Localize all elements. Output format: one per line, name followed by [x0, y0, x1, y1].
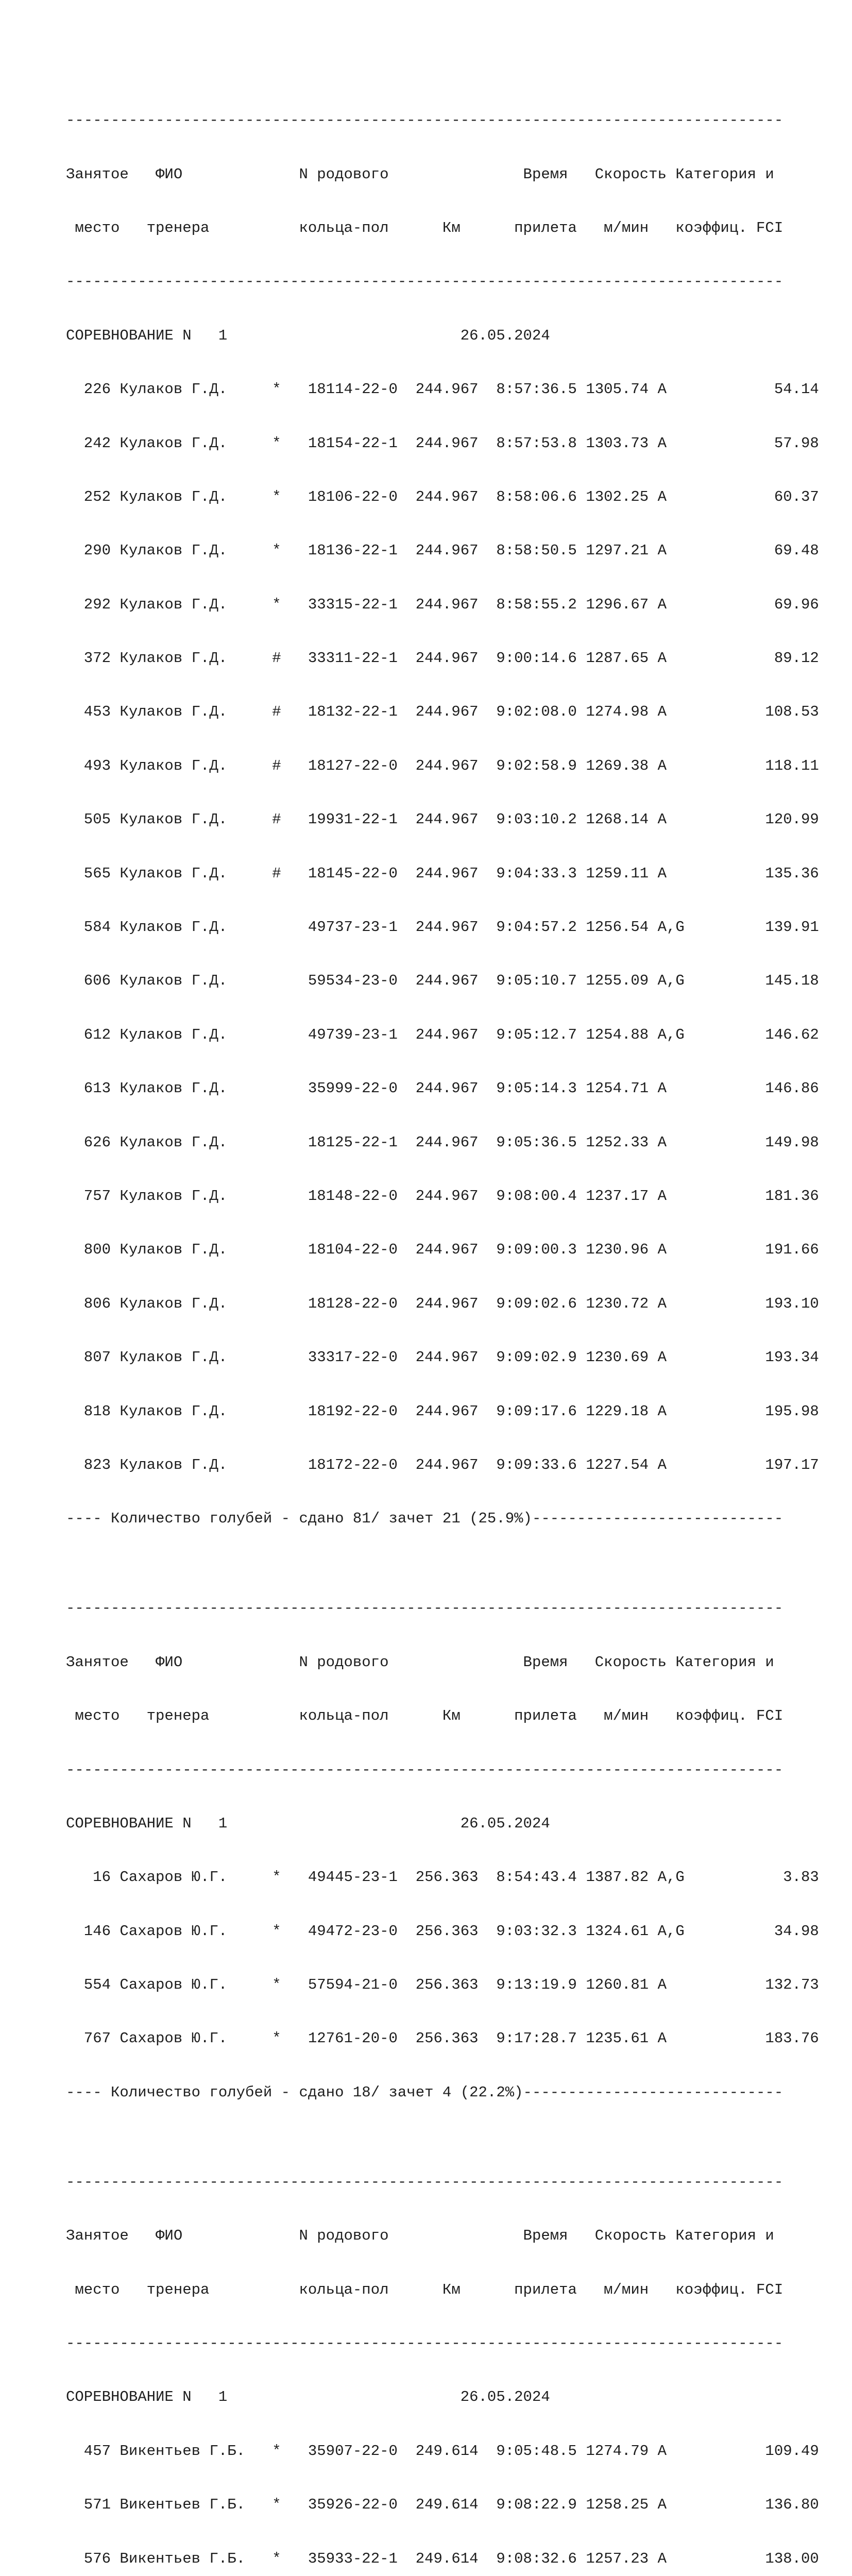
section-summary: ---- Количество голубей - сдано 81/ зачет 21 (25.9%)----------------------------	[66, 1510, 783, 1528]
rule-line: --------------------------------------------------------------------------------	[66, 1600, 783, 1617]
result-row: 571 Викентьев Г.Б. * 35926-22-0 249.614 9:08:22.9 1258.25 A 136.80	[66, 2496, 819, 2514]
rule-line: --------------------------------------------------------------------------------	[66, 2335, 783, 2352]
result-row: 612 Кулаков Г.Д. 49739-23-1 244.967 9:05:12.7 1254.88 A,G 146.62	[66, 1026, 819, 1043]
result-row: 806 Кулаков Г.Д. 18128-22-0 244.967 9:09:02.6 1230.72 A 193.10	[66, 1295, 819, 1312]
result-row: 757 Кулаков Г.Д. 18148-22-0 244.967 9:08:00.4 1237.17 A 181.36	[66, 1188, 819, 1205]
competition-title: СОРЕВНОВАНИЕ N 1 26.05.2024	[66, 2388, 550, 2406]
result-row: 767 Сахаров Ю.Г. * 12761-20-0 256.363 9:17:28.7 1235.61 A 183.76	[66, 2030, 819, 2047]
result-row: 457 Викентьев Г.Б. * 35907-22-0 249.614 9:05:48.5 1274.79 A 109.49	[66, 2442, 819, 2460]
competition-title: СОРЕВНОВАНИЕ N 1 26.05.2024	[66, 327, 550, 344]
result-row: 565 Кулаков Г.Д. # 18145-22-0 244.967 9:04:33.3 1259.11 A 135.36	[66, 865, 819, 882]
section-summary: ---- Количество голубей - сдано 18/ зачет 4 (22.2%)-----------------------------	[66, 2083, 783, 2101]
result-row: 372 Кулаков Г.Д. # 33311-22-1 244.967 9:00:14.6 1287.65 A 89.12	[66, 650, 819, 667]
result-row: 818 Кулаков Г.Д. 18192-22-0 244.967 9:09:17.6 1229.18 A 195.98	[66, 1402, 819, 1420]
result-row: 823 Кулаков Г.Д. 18172-22-0 244.967 9:09:33.6 1227.54 A 197.17	[66, 1456, 819, 1473]
result-row: 800 Кулаков Г.Д. 18104-22-0 244.967 9:09:00.3 1230.96 A 191.66	[66, 1241, 819, 1259]
result-row: 493 Кулаков Г.Д. # 18127-22-0 244.967 9:02:58.9 1269.38 A 118.11	[66, 757, 819, 774]
column-header-line-2: место тренера кольца-пол Км прилета м/мин коэффиц. FCI	[66, 2281, 783, 2298]
column-header-line-2: место тренера кольца-пол Км прилета м/мин коэффиц. FCI	[66, 1707, 783, 1725]
result-row: 242 Кулаков Г.Д. * 18154-22-1 244.967 8:57:53.8 1303.73 A 57.98	[66, 434, 819, 452]
result-row: 453 Кулаков Г.Д. # 18132-22-1 244.967 9:02:08.0 1274.98 A 108.53	[66, 703, 819, 721]
result-row: 584 Кулаков Г.Д. 49737-23-1 244.967 9:04:57.2 1256.54 A,G 139.91	[66, 919, 819, 936]
column-header-line-2: место тренера кольца-пол Км прилета м/мин коэффиц. FCI	[66, 219, 783, 236]
result-row: 146 Сахаров Ю.Г. * 49472-23-0 256.363 9:03:32.3 1324.61 A,G 34.98	[66, 1922, 819, 1940]
result-row: 613 Кулаков Г.Д. 35999-22-0 244.967 9:05:14.3 1254.71 A 146.86	[66, 1080, 819, 1097]
result-row: 554 Сахаров Ю.Г. * 57594-21-0 256.363 9:13:19.9 1260.81 A 132.73	[66, 1976, 819, 1994]
column-header-line-1: Занятое ФИО N родового Время Скорость Категория и	[66, 2227, 774, 2245]
result-row: 292 Кулаков Г.Д. * 33315-22-1 244.967 8:58:55.2 1296.67 A 69.96	[66, 596, 819, 613]
result-row: 252 Кулаков Г.Д. * 18106-22-0 244.967 8:58:06.6 1302.25 A 60.37	[66, 488, 819, 505]
result-row: 576 Викентьев Г.Б. * 35933-22-1 249.614 9:08:32.6 1257.23 A 138.00	[66, 2550, 819, 2567]
result-row: 290 Кулаков Г.Д. * 18136-22-1 244.967 8:58:50.5 1297.21 A 69.48	[66, 542, 819, 560]
result-row: 505 Кулаков Г.Д. # 19931-22-1 244.967 9:03:10.2 1268.14 A 120.99	[66, 811, 819, 828]
rule-line: --------------------------------------------------------------------------------	[66, 1761, 783, 1778]
result-row: 626 Кулаков Г.Д. 18125-22-1 244.967 9:05:36.5 1252.33 A 149.98	[66, 1133, 819, 1151]
result-row: 16 Сахаров Ю.Г. * 49445-23-1 256.363 8:54:43.4 1387.82 A,G 3.83	[66, 1869, 819, 1886]
rule-line: --------------------------------------------------------------------------------	[66, 2173, 783, 2191]
result-row: 606 Кулаков Г.Д. 59534-23-0 244.967 9:05:10.7 1255.09 A,G 145.18	[66, 972, 819, 990]
column-header-line-1: Занятое ФИО N родового Время Скорость Категория и	[66, 1653, 774, 1671]
race-results-document	[66, 40, 819, 2576]
rule-line: --------------------------------------------------------------------------------	[66, 273, 783, 291]
result-row: 226 Кулаков Г.Д. * 18114-22-0 244.967 8:57:36.5 1305.74 A 54.14	[66, 381, 819, 398]
column-header-line-1: Занятое ФИО N родового Время Скорость Категория и	[66, 165, 774, 183]
rule-line: --------------------------------------------------------------------------------	[66, 112, 783, 129]
result-row: 807 Кулаков Г.Д. 33317-22-0 244.967 9:09:02.9 1230.69 A 193.34	[66, 1349, 819, 1366]
competition-title: СОРЕВНОВАНИЕ N 1 26.05.2024	[66, 1815, 550, 1832]
